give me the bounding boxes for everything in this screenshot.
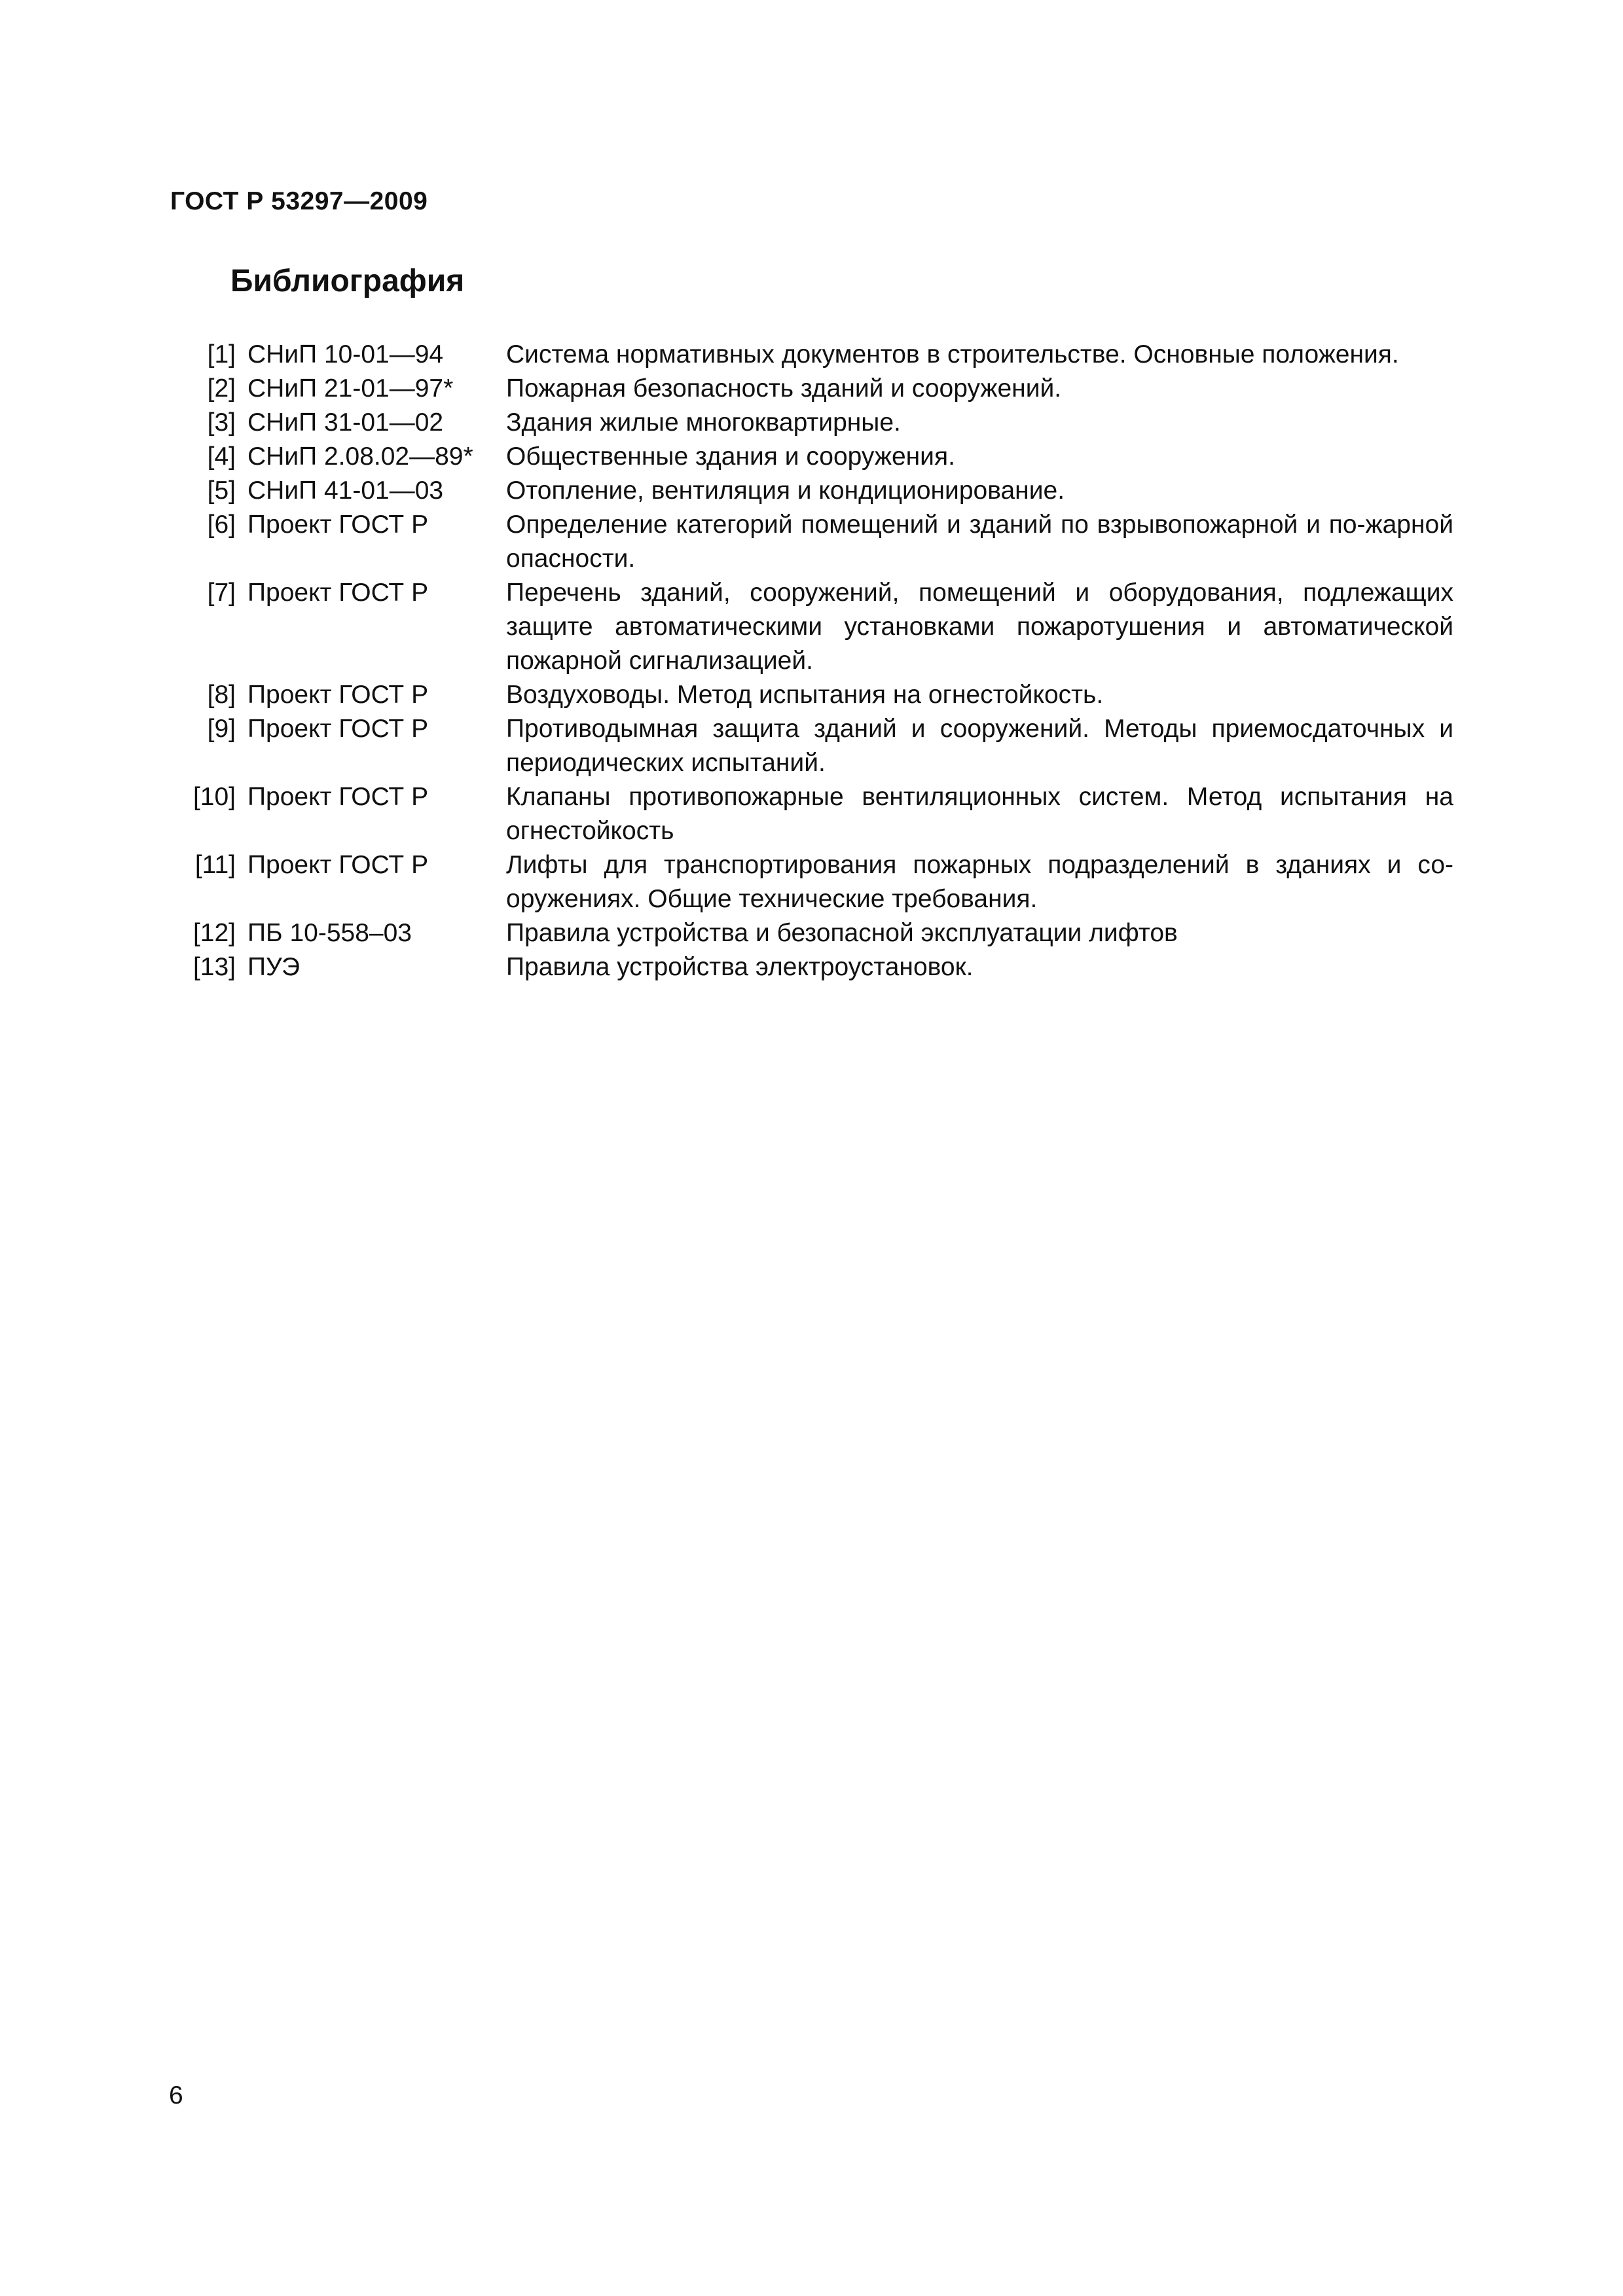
document-header: ГОСТ Р 53297—2009: [170, 187, 428, 215]
entry-code: Проект ГОСТ Р: [247, 511, 429, 539]
entry-code: Проект ГОСТ Р: [247, 579, 429, 607]
entry-number: [11]: [194, 851, 236, 879]
entry-code: Проект ГОСТ Р: [247, 783, 429, 811]
bibliography-entry: [170, 916, 1453, 950]
entry-title: Лифты для транспортирования пожарных подразделений в зданиях и со-оружениях. Общие технические требования.: [506, 851, 1453, 913]
bibliography-entry: [170, 712, 1453, 780]
entry-number: [2]: [207, 374, 236, 403]
page-number: 6: [169, 2081, 183, 2109]
bibliography-entry: [170, 678, 1453, 712]
bibliography-entry: [170, 440, 1453, 474]
entry-code: Проект ГОСТ Р: [247, 851, 429, 879]
entry-number: [6]: [207, 511, 236, 539]
entry-title: Противодымная защита зданий и сооружений. Методы приемосдаточных и периодических испытаний.: [506, 715, 1453, 777]
entry-code: Проект ГОСТ Р: [247, 715, 429, 743]
entry-code: СНиП 41-01—03: [247, 476, 444, 505]
entry-number: [13]: [192, 953, 236, 981]
bibliography-entry: [170, 474, 1453, 508]
entry-title: Здания жилые многоквартирные.: [506, 408, 901, 437]
entry-title: Правила устройства и безопасной эксплуатации лифтов: [506, 919, 1178, 947]
entry-title: Правила устройства электроустановок.: [506, 953, 974, 981]
entry-number: [4]: [207, 442, 236, 471]
entry-number: [8]: [207, 681, 236, 709]
entry-title: Клапаны противопожарные вентиляционных систем. Метод испытания на огнестойкость: [506, 783, 1453, 845]
entry-number: [7]: [207, 579, 236, 607]
entry-number: [5]: [207, 476, 236, 505]
entry-number: [1]: [207, 340, 236, 368]
bibliography-entry: [170, 508, 1453, 576]
section-title: Библиография: [230, 264, 465, 298]
entry-title: Воздуховоды. Метод испытания на огнестойкость.: [506, 681, 1104, 709]
bibliography-entry: [170, 372, 1453, 406]
entry-code: ПБ 10-558–03: [247, 919, 412, 947]
bibliography-entry: [170, 406, 1453, 440]
entry-title: Перечень зданий, сооружений, помещений и оборудования, подлежащих защите автоматическими установками пожаротушения и автоматической пожарной сигнализацией.: [506, 579, 1453, 675]
entry-code: СНиП 21-01—97*: [247, 374, 454, 403]
entry-number: [10]: [192, 783, 236, 811]
bibliography-entry: [170, 780, 1453, 848]
entry-number: [9]: [207, 715, 236, 743]
entry-title: Система нормативных документов в строительстве. Основные положения.: [506, 340, 1399, 368]
entry-code: СНиП 31-01—02: [247, 408, 444, 437]
bibliography-entry: [170, 848, 1453, 916]
entry-number: [12]: [192, 919, 236, 947]
entry-code: СНиП 2.08.02—89*: [247, 442, 473, 471]
entry-code: ПУЭ: [247, 953, 300, 981]
bibliography-entry: [170, 338, 1453, 372]
entry-code: Проект ГОСТ Р: [247, 681, 429, 709]
bibliography-entry: [170, 576, 1453, 678]
entry-title: Пожарная безопасность зданий и сооружений.: [506, 374, 1062, 403]
entry-number: [3]: [207, 408, 236, 437]
bibliography-list: [170, 338, 1453, 984]
entry-title: Общественные здания и сооружения.: [506, 442, 955, 471]
bibliography-entry: [170, 950, 1453, 984]
entry-title: Отопление, вентиляция и кондиционирование.: [506, 476, 1065, 505]
entry-title: Определение категорий помещений и зданий по взрывопожарной и по-жарной опасности.: [506, 511, 1453, 573]
entry-code: СНиП 10-01—94: [247, 340, 444, 368]
